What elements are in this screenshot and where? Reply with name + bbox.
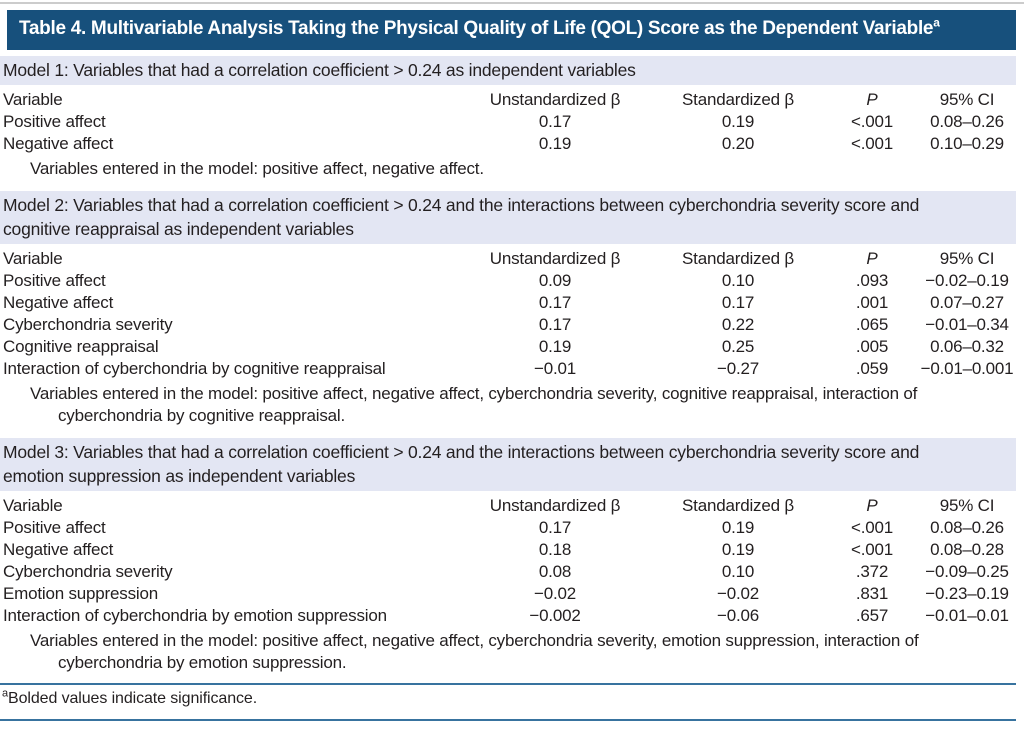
standardized-beta-cell: 0.19 xyxy=(721,540,755,559)
variable-cell: Cognitive reappraisal xyxy=(3,337,159,356)
table-title xyxy=(19,16,979,42)
standardized-beta-cell: 0.19 xyxy=(721,518,755,537)
p-value-cell: .005 xyxy=(855,337,889,356)
column-header-95ci: 95% CI xyxy=(939,249,995,268)
ci-cell: −0.23–0.19 xyxy=(925,584,1009,603)
table-footnote xyxy=(0,685,1024,715)
column-header-p: P xyxy=(866,496,878,515)
unstandardized-beta-cell: 0.08 xyxy=(538,562,572,581)
standardized-beta-cell: −0.06 xyxy=(716,606,759,625)
model-3-section xyxy=(0,438,1024,679)
column-header-row xyxy=(0,495,1016,517)
variable-cell: Negative affect xyxy=(3,134,114,153)
table-row xyxy=(0,358,1016,380)
unstandardized-beta-cell: −0.002 xyxy=(529,606,581,625)
model-2-table xyxy=(0,248,1016,432)
model-3-note-row xyxy=(0,627,1016,679)
p-value-cell: .001 xyxy=(855,293,889,312)
column-header-95ci: 95% CI xyxy=(939,496,995,515)
p-value-cell: <.001 xyxy=(850,134,893,153)
model-1-note-row xyxy=(0,155,1016,185)
table-row xyxy=(0,314,1016,336)
standardized-beta-cell: 0.20 xyxy=(721,134,755,153)
model-note: Variables entered in the model: positive affect, negative affect, cyberchondria severity, emotion suppression, interaction of cyberchondria by emotion suppression. xyxy=(30,631,919,672)
footnote-bottom-rule xyxy=(0,719,1016,721)
footnote-marker: a xyxy=(2,687,9,700)
table-row xyxy=(0,111,1016,133)
variable-cell: Negative affect xyxy=(3,540,114,559)
standardized-beta-cell: 0.10 xyxy=(721,562,755,581)
column-header-95ci: 95% CI xyxy=(939,90,995,109)
model-3-heading: Model 3: Variables that had a correlation coefficient > 0.24 and the interactions between cyberchondria severity score and emotion suppression as independent variables xyxy=(0,438,1016,491)
table-row xyxy=(0,517,1016,539)
standardized-beta-cell: −0.27 xyxy=(716,359,759,378)
table-row xyxy=(0,539,1016,561)
ci-cell: −0.01–0.34 xyxy=(925,315,1009,334)
unstandardized-beta-cell: 0.17 xyxy=(538,315,572,334)
table-row xyxy=(0,336,1016,358)
model-2-heading: Model 2: Variables that had a correlation coefficient > 0.24 and the interactions between cyberchondria severity score and cognitive reappraisal as independent variables xyxy=(0,191,1016,244)
column-header-standardized-beta: Standardized β xyxy=(682,496,794,515)
model-1-section xyxy=(0,56,1024,185)
p-value-cell: .059 xyxy=(855,359,889,378)
table-row xyxy=(0,561,1016,583)
column-header-p: P xyxy=(866,90,878,109)
ci-cell: −0.09–0.25 xyxy=(925,562,1009,581)
model-3-table xyxy=(0,495,1016,679)
ci-cell: 0.06–0.32 xyxy=(930,337,1004,356)
unstandardized-beta-cell: 0.09 xyxy=(538,271,572,290)
column-header-p: P xyxy=(866,249,878,268)
column-header-row xyxy=(0,248,1016,270)
p-value-cell: .093 xyxy=(855,271,889,290)
unstandardized-beta-cell: 0.17 xyxy=(538,293,572,312)
p-value-cell: .657 xyxy=(855,606,889,625)
unstandardized-beta-cell: 0.19 xyxy=(538,337,572,356)
variable-cell: Emotion suppression xyxy=(3,584,158,603)
ci-cell: −0.01–0.001 xyxy=(920,359,1014,378)
column-header-unstandardized-beta: Unstandardized β xyxy=(489,496,621,515)
table-row xyxy=(0,583,1016,605)
model-1-table xyxy=(0,89,1016,185)
variable-cell: Cyberchondria severity xyxy=(3,315,173,334)
model-2-section xyxy=(0,191,1024,432)
unstandardized-beta-cell: 0.17 xyxy=(538,518,572,537)
ci-cell: 0.07–0.27 xyxy=(930,293,1004,312)
table-row xyxy=(0,270,1016,292)
standardized-beta-cell: 0.17 xyxy=(721,293,755,312)
unstandardized-beta-cell: −0.02 xyxy=(533,584,576,603)
standardized-beta-cell: 0.10 xyxy=(721,271,755,290)
variable-cell: Positive affect xyxy=(3,271,106,290)
p-value-cell: <.001 xyxy=(850,112,893,131)
unstandardized-beta-cell: 0.18 xyxy=(538,540,572,559)
ci-cell: 0.10–0.29 xyxy=(930,134,1004,153)
variable-cell: Cyberchondria severity xyxy=(3,562,173,581)
variable-cell: Negative affect xyxy=(3,293,114,312)
variable-cell: Positive affect xyxy=(3,518,106,537)
standardized-beta-cell: 0.19 xyxy=(721,112,755,131)
table-row xyxy=(0,292,1016,314)
ci-cell: 0.08–0.26 xyxy=(930,518,1004,537)
top-divider xyxy=(0,2,1024,4)
model-1-heading: Model 1: Variables that had a correlation coefficient > 0.24 as independent variables xyxy=(0,56,1016,85)
model-note: Variables entered in the model: positive affect, negative affect. xyxy=(30,159,484,178)
ci-cell: 0.08–0.28 xyxy=(930,540,1004,559)
ci-cell: 0.08–0.26 xyxy=(930,112,1004,131)
variable-cell: Interaction of cyberchondria by cognitive reappraisal xyxy=(3,359,386,378)
unstandardized-beta-cell: −0.01 xyxy=(533,359,576,378)
column-header-standardized-beta: Standardized β xyxy=(682,249,794,268)
unstandardized-beta-cell: 0.19 xyxy=(538,134,572,153)
column-header-standardized-beta: Standardized β xyxy=(682,90,794,109)
p-value-cell: <.001 xyxy=(850,540,893,559)
variable-cell: Interaction of cyberchondria by emotion suppression xyxy=(3,606,387,625)
table-row xyxy=(0,605,1016,627)
p-value-cell: .831 xyxy=(855,584,889,603)
unstandardized-beta-cell: 0.17 xyxy=(538,112,572,131)
column-header-unstandardized-beta: Unstandardized β xyxy=(489,249,621,268)
standardized-beta-cell: −0.02 xyxy=(716,584,759,603)
footnote-text: Bolded values indicate significance. xyxy=(8,690,258,707)
table-title-bar xyxy=(7,10,1016,50)
variable-cell: Positive affect xyxy=(3,112,106,131)
ci-cell: −0.02–0.19 xyxy=(925,271,1009,290)
p-value-cell: .372 xyxy=(855,562,889,581)
ci-cell: −0.01–0.01 xyxy=(925,606,1009,625)
table-title-text: Table 4. Multivariable Analysis Taking the Physical Quality of Life (QOL) Score as the Dependent Variable xyxy=(19,18,934,39)
table-4-figure xyxy=(0,2,1024,744)
column-header-variable: Variable xyxy=(3,496,63,515)
table-row xyxy=(0,133,1016,155)
title-footnote-marker: a xyxy=(933,15,940,30)
standardized-beta-cell: 0.22 xyxy=(721,315,755,334)
standardized-beta-cell: 0.25 xyxy=(721,337,755,356)
p-value-cell: <.001 xyxy=(850,518,893,537)
model-note: Variables entered in the model: positive affect, negative affect, cyberchondria severity, cognitive reappraisal, interaction of cyberchondria by cognitive reappraisal. xyxy=(30,384,918,425)
column-header-variable: Variable xyxy=(3,249,63,268)
model-2-note-row xyxy=(0,380,1016,432)
p-value-cell: .065 xyxy=(855,315,889,334)
column-header-unstandardized-beta: Unstandardized β xyxy=(489,90,621,109)
column-header-row xyxy=(0,89,1016,111)
column-header-variable: Variable xyxy=(3,90,63,109)
